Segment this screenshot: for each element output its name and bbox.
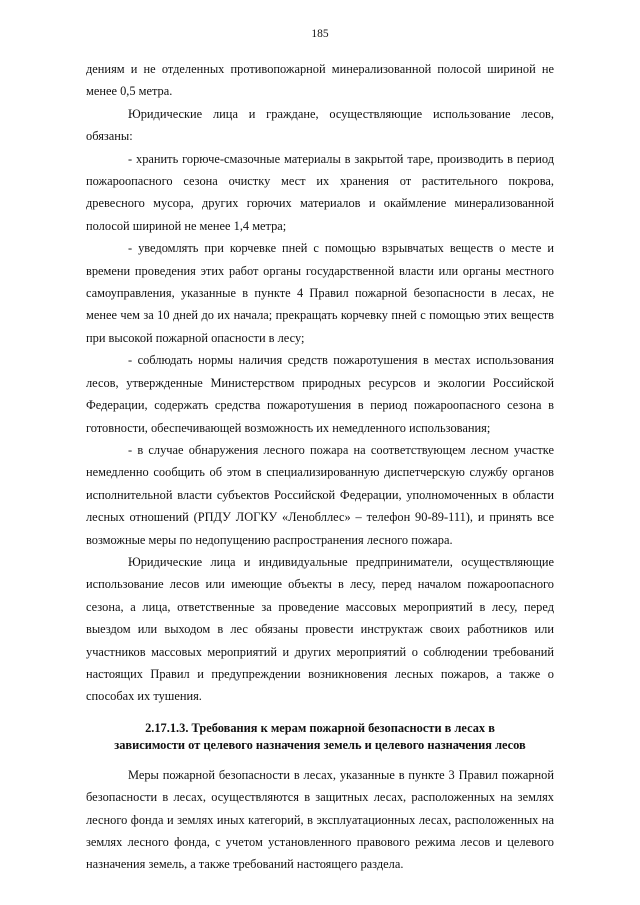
paragraph-briefing: Юридические лица и индивидуальные предприниматели, осуществляющие использование лесов или имеющие объекты в лесу, перед началом пожароопасного сезона, а лица, ответственные за проведение массовых мероприятий в лесу, перед выездом или выходом в лес обязаны провести инструктаж своих работников или участников массовых мероприятий и других мероприятий о соблюдении требований настоящих Правил и предупреждении возникновения лесных пожаров, а также о способах их тушения.: [86, 554, 554, 704]
paragraph-extinguishing-means: - соблюдать нормы наличия средств пожаротушения в местах использования лесов, утвержденные Министерством природных ресурсов и экологии Российской Федерации, содержать средства пожаротушения в период пожароопасного сезона в готовности, обеспечивающей возможность их немедленного использования;: [86, 353, 554, 435]
paragraph-continuation: дениям и не отделенных противопожарной минерализованной полосой шириной не менее 0,5 метра.: [86, 62, 554, 99]
paragraph-stump-removal: - уведомлять при корчевке пней с помощью взрывчатых веществ о месте и времени проведения этих работ органы государственной власти или органы местного самоуправления, указанные в пункте 4 Правил пожарной безопасности в лесах, не менее чем за 10 дней до их начала; прекращать корчевку пней с помощью этих веществ при высокой пожарной опасности в лесу;: [86, 241, 554, 345]
paragraph-fuel-storage: - хранить горюче-смазочные материалы в закрытой таре, производить в период пожароопасного сезона очистку мест их хранения от растительного покрова, древесного мусора, других горючих материалов и окаймление минерализованной полосой шириной не менее 1,4 метра;: [86, 151, 554, 233]
section-heading: [86, 720, 554, 754]
paragraph-fire-reporting: - в случае обнаружения лесного пожара на соответствующем лесном участке немедленно сообщить об этом в специализированную диспетчерскую службу органов исполнительной власти субъектов Российской Федерации, уполномоченных в области лесных отношений (РПДУ ЛОГКУ «Ленобллес» – телефон 90-89-111), и принять все возможные меры по недопущению распространения лесного пожара.: [86, 442, 554, 547]
document-body: [86, 58, 554, 876]
section-heading-line-2: зависимости от целевого назначения земель и целевого назначения лесов: [114, 737, 526, 752]
section-heading-line-1: 2.17.1.3. Требования к мерам пожарной безопасности в лесах в: [145, 720, 495, 735]
page-number: 185: [311, 28, 329, 40]
paragraph-fire-safety-measures: Меры пожарной безопасности в лесах, указанные в пункте 3 Правил пожарной безопасности в лесах, осуществляются в защитных лесах, расположенных на землях лесного фонда и землях иных категорий, в эксплуатационных лесах, расположенных на землях лесного фонда, с учетом установленного правового режима лесов и целевого назначения земель, а также требований настоящего раздела.: [86, 767, 554, 872]
paragraph-obligations-intro: Юридические лица и граждане, осуществляющие использование лесов, обязаны:: [86, 106, 554, 144]
